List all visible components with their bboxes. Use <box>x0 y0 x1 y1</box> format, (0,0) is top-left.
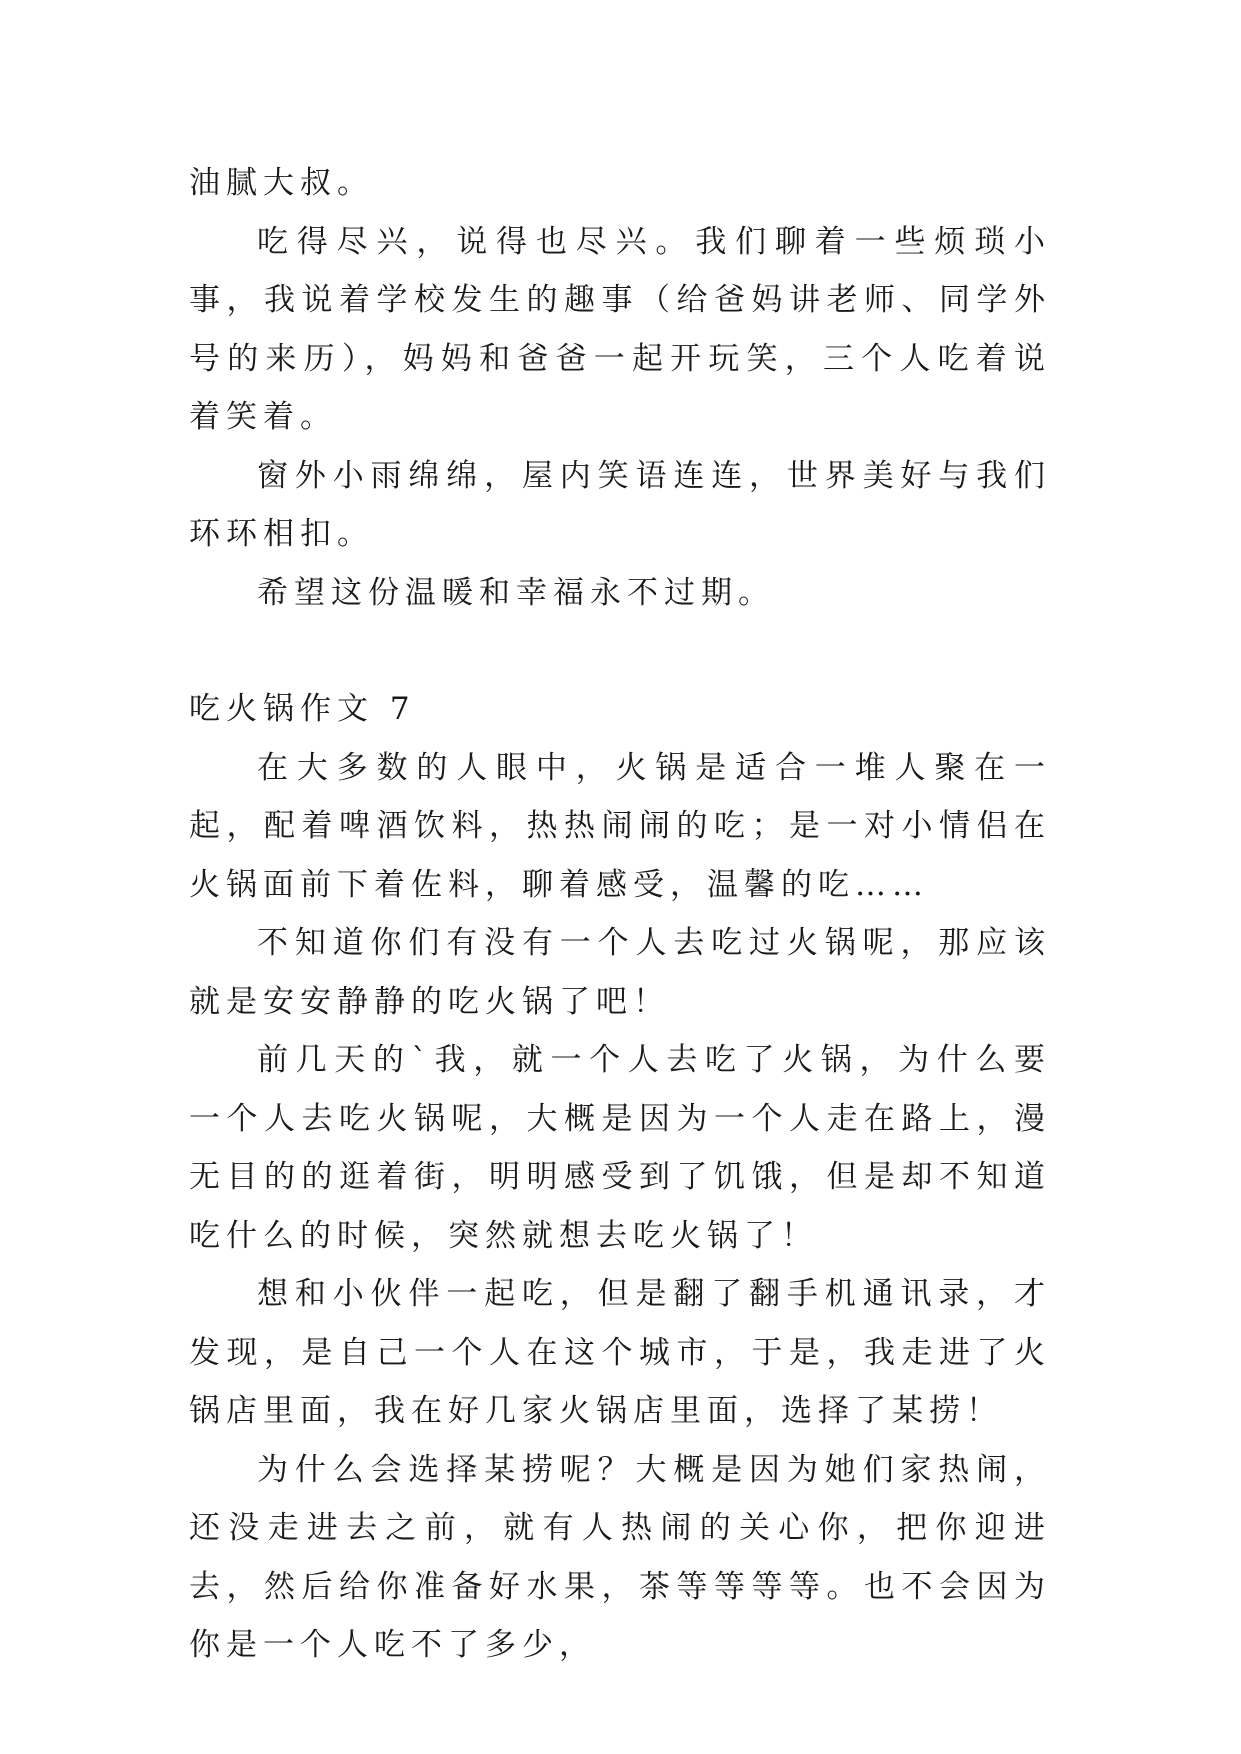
paragraph: 吃得尽兴，说得也尽兴。我们聊着一些烦琐小事，我说着学校发生的趣事（给爸妈讲老师、同学外号的来历），妈妈和爸爸一起开玩笑，三个人吃着说着笑着。 <box>189 223 1051 435</box>
paragraph: 不知道你们有没有一个人去吃过火锅呢，那应该就是安安静静的吃火锅了吧！ <box>189 925 1051 1020</box>
paragraph: 想和小伙伴一起吃，但是翻了翻手机通讯录，才发现，是自己一个人在这个城市，于是，我走进了火锅店里面，我在好几家火锅店里面，选择了某捞！ <box>189 1276 1051 1429</box>
section-spacer <box>189 622 1051 680</box>
document-body <box>189 154 1051 1675</box>
paragraph: 希望这份温暖和幸福永不过期。 <box>257 574 775 611</box>
lead-fragment: 油腻大叔。 <box>189 165 374 201</box>
section-title: 吃火锅作文 7 <box>189 691 416 727</box>
paragraph: 窗外小雨绵绵，屋内笑语连连，世界美好与我们环环相扣。 <box>189 457 1051 552</box>
paragraph: 为什么会选择某捞呢？大概是因为她们家热闹，还没走进去之前，就有人热闹的关心你，把你迎进去，然后给你准备好水果，茶等等等等。也不会因为你是一个人吃不了多少， <box>189 1451 1051 1663</box>
paragraph: 前几天的`我，就一个人去吃了火锅，为什么要一个人去吃火锅呢，大概是因为一个人走在路上，漫无目的的逛着街，明明感受到了饥饿，但是却不知道吃什么的时候，突然就想去吃火锅了！ <box>189 1042 1051 1254</box>
paragraph: 在大多数的人眼中，火锅是适合一堆人聚在一起，配着啤酒饮料，热热闹闹的吃；是一对小情侣在火锅面前下着佐料，聊着感受，温馨的吃…… <box>189 749 1051 903</box>
